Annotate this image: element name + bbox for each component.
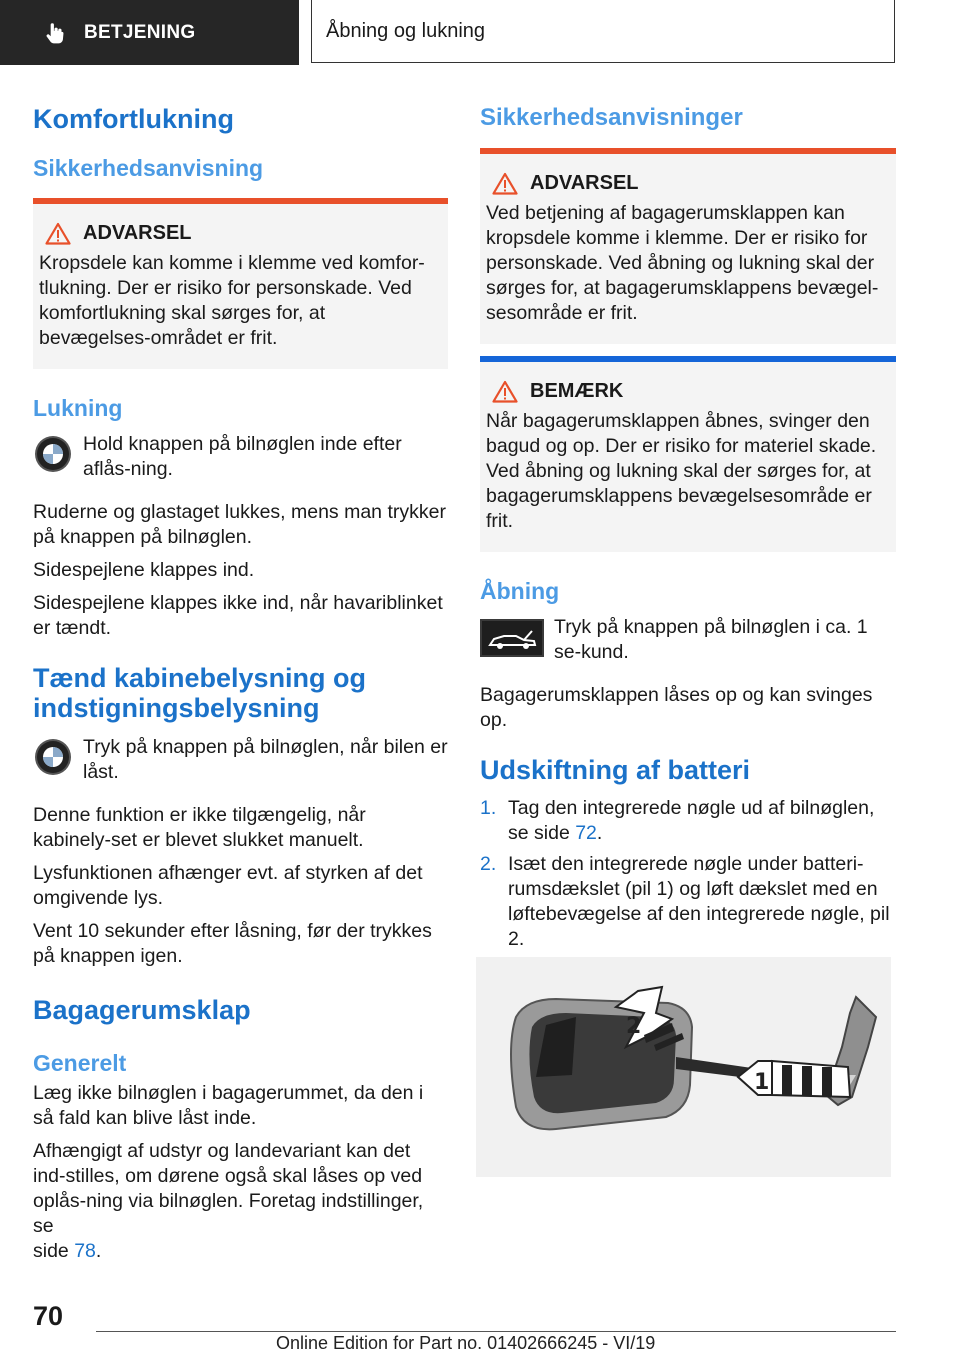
warning-box-trunk	[480, 148, 896, 344]
subheading-safety: Sikkerhedsanvisning	[33, 155, 264, 181]
heading-battery-replacement: Udskiftning af batteri	[480, 755, 751, 785]
opening-paragraph-1: Bagagerumsklappen låses op og kan svinges op.	[480, 684, 873, 731]
warning-header	[486, 172, 890, 195]
page-header	[0, 0, 960, 66]
warning-triangle-icon	[45, 222, 71, 245]
left-column	[33, 96, 448, 1264]
chapter-tab-label: Åbning og lukning	[326, 19, 486, 42]
warning-body: Kropsdele kan komme i klemme ved komfor-tlukning. Der er risiko for personskade. Ved komfortlukning skal sørges for, at bevægelses-området er frit.	[39, 252, 425, 349]
note-body: Når bagagerumsklappen åbnes, svinger den bagud og op. Der er risiko for materiel skade. Ved åbning og lukning skal der sørges for, at bagagerumsklappens bevægelsesområde er frit.	[486, 410, 877, 532]
note-title: BEMÆRK	[530, 380, 624, 402]
step-text	[508, 796, 896, 846]
heading-interior-lighting-line2: indstigningsbelysning	[33, 693, 320, 723]
general-paragraph-2-text: Afhængigt af udstyr og landevariant kan det ind-stilles, om dørene også skal låses op ved oplås-ning via bilnøglen. Foretag indstillinger, se	[33, 1140, 424, 1237]
step-number: 1.	[480, 797, 497, 819]
warning-triangle-icon	[492, 380, 518, 403]
page-number: 70	[33, 1301, 64, 1331]
step-text-body: Tag den integrerede nøgle ud af bilnøglen, se side	[508, 797, 875, 844]
opening-icon-text: Tryk på knappen på bilnøglen i ca. 1 se-kund.	[554, 616, 868, 663]
car-key-logo-icon	[33, 737, 73, 777]
warning-triangle-icon	[492, 172, 518, 195]
lighting-icon-text: Tryk på knappen på bilnøglen, når bilen er låst.	[83, 736, 448, 783]
subheading-general: Generelt	[33, 1050, 127, 1076]
arrow-label-1: 1	[754, 1070, 770, 1095]
edition-text: Online Edition for Part no. 01402666245 - VI/19	[276, 1333, 656, 1353]
general-paragraph-2	[33, 1139, 448, 1264]
footer-divider	[96, 1331, 896, 1332]
warning-box-comfort	[33, 198, 448, 369]
step-text: Isæt den integrerede nøgle under batteri-rumsdækslet (pil 1) og løft dækslet med en løftebevægelse af den integrerede nøgle, pil 2.	[508, 853, 890, 950]
heading-trunk-lid: Bagagerumsklap	[33, 995, 251, 1025]
note-box-trunk	[480, 356, 896, 552]
chapter-tab	[311, 0, 895, 63]
note-header	[486, 380, 890, 403]
page-link-78[interactable]: 78	[74, 1240, 96, 1262]
arrow-label-2: 2	[626, 1014, 642, 1039]
warning-title: ADVARSEL	[530, 172, 639, 194]
lighting-paragraph-2: Lysfunktionen afhænger evt. af styrken af det omgivende lys.	[33, 862, 423, 909]
subheading-safety-instructions: Sikkerhedsanvisninger	[480, 104, 743, 131]
lighting-paragraph-1: Denne funktion er ikke tilgængelig, når kabinely-set er blevet slukket manuelt.	[33, 804, 366, 851]
heading-interior-lighting	[33, 663, 448, 723]
warning-header	[39, 222, 442, 245]
lighting-paragraph-3: Vent 10 sekunder efter låsning, før der trykkes på knappen igen.	[33, 920, 432, 967]
right-column	[480, 96, 896, 952]
step-text-end: .	[596, 822, 603, 844]
opening-instruction	[480, 615, 896, 665]
closing-instruction	[33, 432, 448, 482]
section-tab	[0, 0, 299, 65]
closing-icon-text: Hold knappen på bilnøglen inde efter aflås-ning.	[83, 433, 402, 480]
step-number: 2.	[480, 853, 497, 875]
page-link-72[interactable]: 72	[575, 822, 597, 844]
battery-steps-list	[480, 796, 896, 952]
closing-paragraph-3: Sidespejlene klappes ikke ind, når havariblinket er tændt.	[33, 592, 443, 639]
list-item	[480, 852, 896, 952]
closing-paragraph-2: Sidespejlene klappes ind.	[33, 559, 255, 581]
key-illustration	[476, 957, 891, 1177]
heading-interior-lighting-line1: Tænd kabinebelysning og	[33, 663, 367, 693]
heading-comfort-closing: Komfortlukning	[33, 104, 234, 134]
section-tab-label: BETJENING	[84, 21, 196, 43]
closing-paragraph-1: Ruderne og glastaget lukkes, mens man trykker på knappen på bilnøglen.	[33, 501, 446, 548]
lighting-instruction	[33, 735, 448, 785]
trunk-open-icon	[480, 619, 544, 657]
key-battery-figure	[476, 957, 891, 1177]
warning-body: Ved betjening af bagagerumsklappen kan kropsdele komme i klemme. Der er risiko for personskade. Ved åbning og lukning skal der sørges for, at bagagerumsklappens bevægel-sesområde er frit.	[486, 202, 879, 324]
subheading-closing: Lukning	[33, 395, 123, 421]
general-paragraph-1: Læg ikke bilnøglen i bagagerummet, da den i så fald kan blive låst inde.	[33, 1082, 424, 1129]
list-item	[480, 796, 896, 846]
general-paragraph-2-side: side	[33, 1240, 69, 1262]
hand-pointer-icon	[42, 20, 68, 46]
car-key-logo-icon	[33, 434, 73, 474]
subheading-opening: Åbning	[480, 578, 560, 604]
general-paragraph-2-end: .	[95, 1240, 102, 1262]
warning-title: ADVARSEL	[83, 222, 192, 244]
